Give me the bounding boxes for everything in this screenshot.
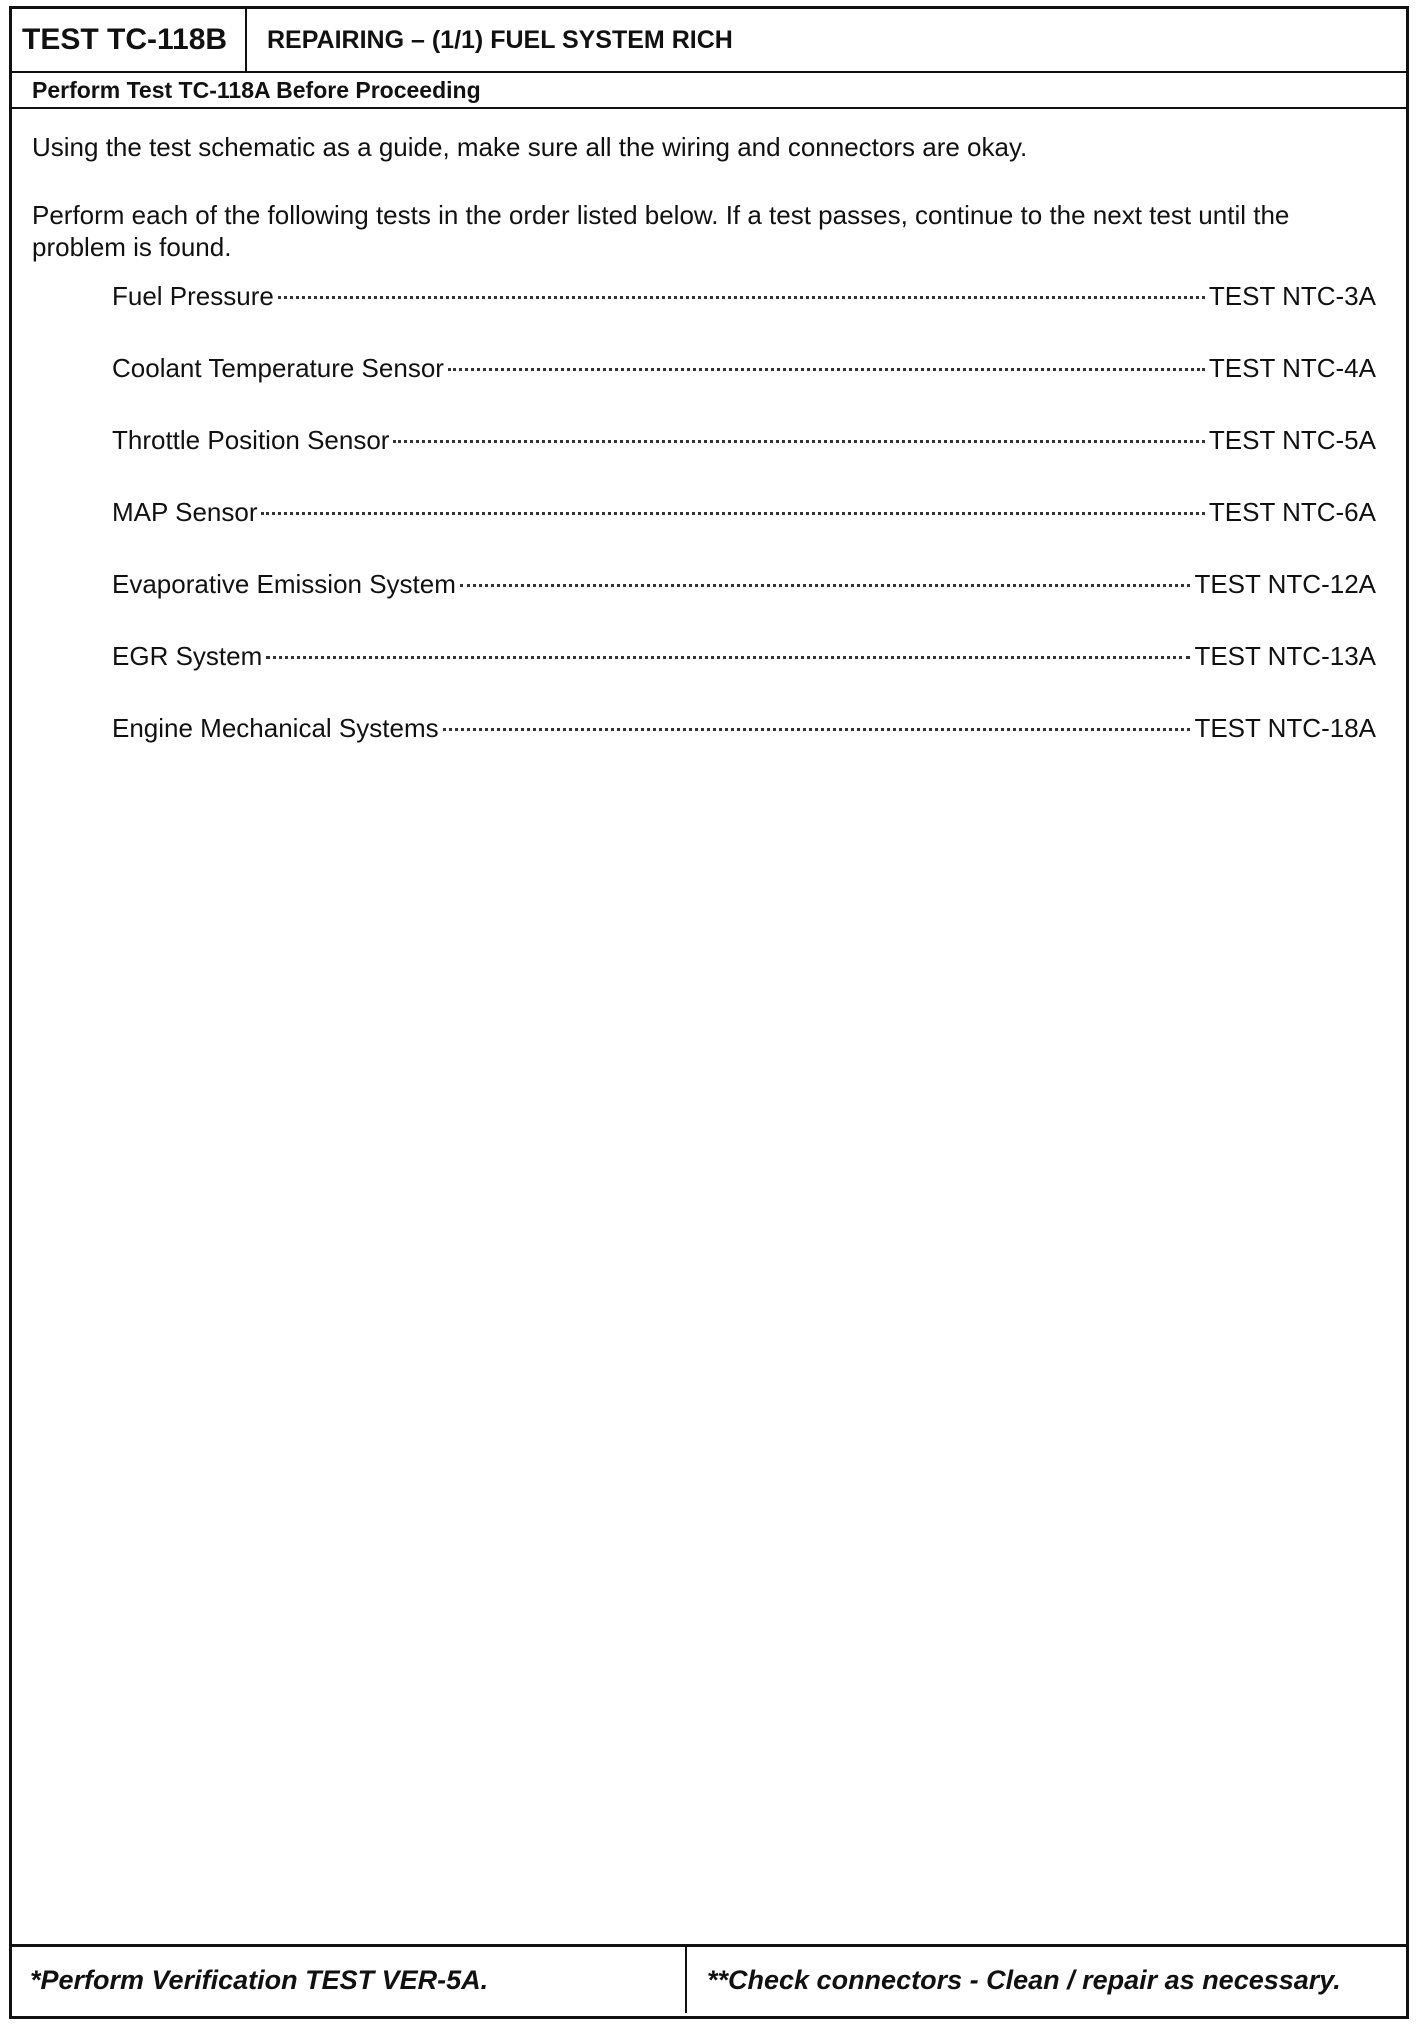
test-list-item [112, 569, 1376, 641]
instruction-wiring: Using the test schematic as a guide, make sure all the wiring and connectors are okay. [32, 132, 1028, 162]
verification-note: *Perform Verification TEST VER-5A. [12, 1947, 687, 2013]
dot-leader [278, 296, 1205, 299]
test-reference: TEST NTC-18A [1194, 713, 1376, 743]
test-name: Coolant Temperature Sensor [112, 353, 444, 383]
test-reference: TEST NTC-4A [1208, 353, 1376, 383]
test-name: Throttle Position Sensor [112, 425, 390, 455]
test-list-item [112, 497, 1376, 569]
test-title: REPAIRING – (1/1) FUEL SYSTEM RICH [267, 26, 733, 54]
test-list-item [112, 641, 1376, 713]
test-reference: TEST NTC-13A [1194, 641, 1376, 671]
test-name: Evaporative Emission System [112, 569, 456, 599]
footer [12, 1944, 1406, 2016]
dot-leader [443, 728, 1191, 731]
header [12, 9, 1406, 73]
dot-leader [266, 656, 1190, 659]
test-list-item [112, 353, 1376, 425]
test-reference: TEST NTC-6A [1208, 497, 1376, 527]
test-list-item [112, 281, 1376, 353]
test-reference: TEST NTC-5A [1208, 425, 1376, 455]
dot-leader [448, 368, 1205, 371]
test-list [112, 281, 1376, 785]
prerequisite-note: Perform Test TC-118A Before Proceeding [12, 71, 1406, 109]
test-name: MAP Sensor [112, 497, 258, 527]
test-list-item [112, 713, 1376, 785]
test-id: TEST TC-118B [12, 9, 247, 71]
test-name: EGR System [112, 641, 263, 671]
test-name: Engine Mechanical Systems [112, 713, 439, 743]
test-procedure-frame [9, 6, 1409, 2019]
procedure-body [12, 109, 1406, 1947]
connector-note: **Check connectors - Clean / repair as necessary. [707, 1965, 1341, 1995]
dot-leader [261, 512, 1204, 515]
dot-leader [460, 584, 1191, 587]
test-list-item [112, 425, 1376, 497]
test-name: Fuel Pressure [112, 281, 274, 311]
test-reference: TEST NTC-3A [1208, 281, 1376, 311]
dot-leader [393, 440, 1204, 443]
instruction-order: Perform each of the following tests in the order listed below. If a test passes, continue to the next test until the problem is found. [32, 200, 1290, 262]
test-reference: TEST NTC-12A [1194, 569, 1376, 599]
